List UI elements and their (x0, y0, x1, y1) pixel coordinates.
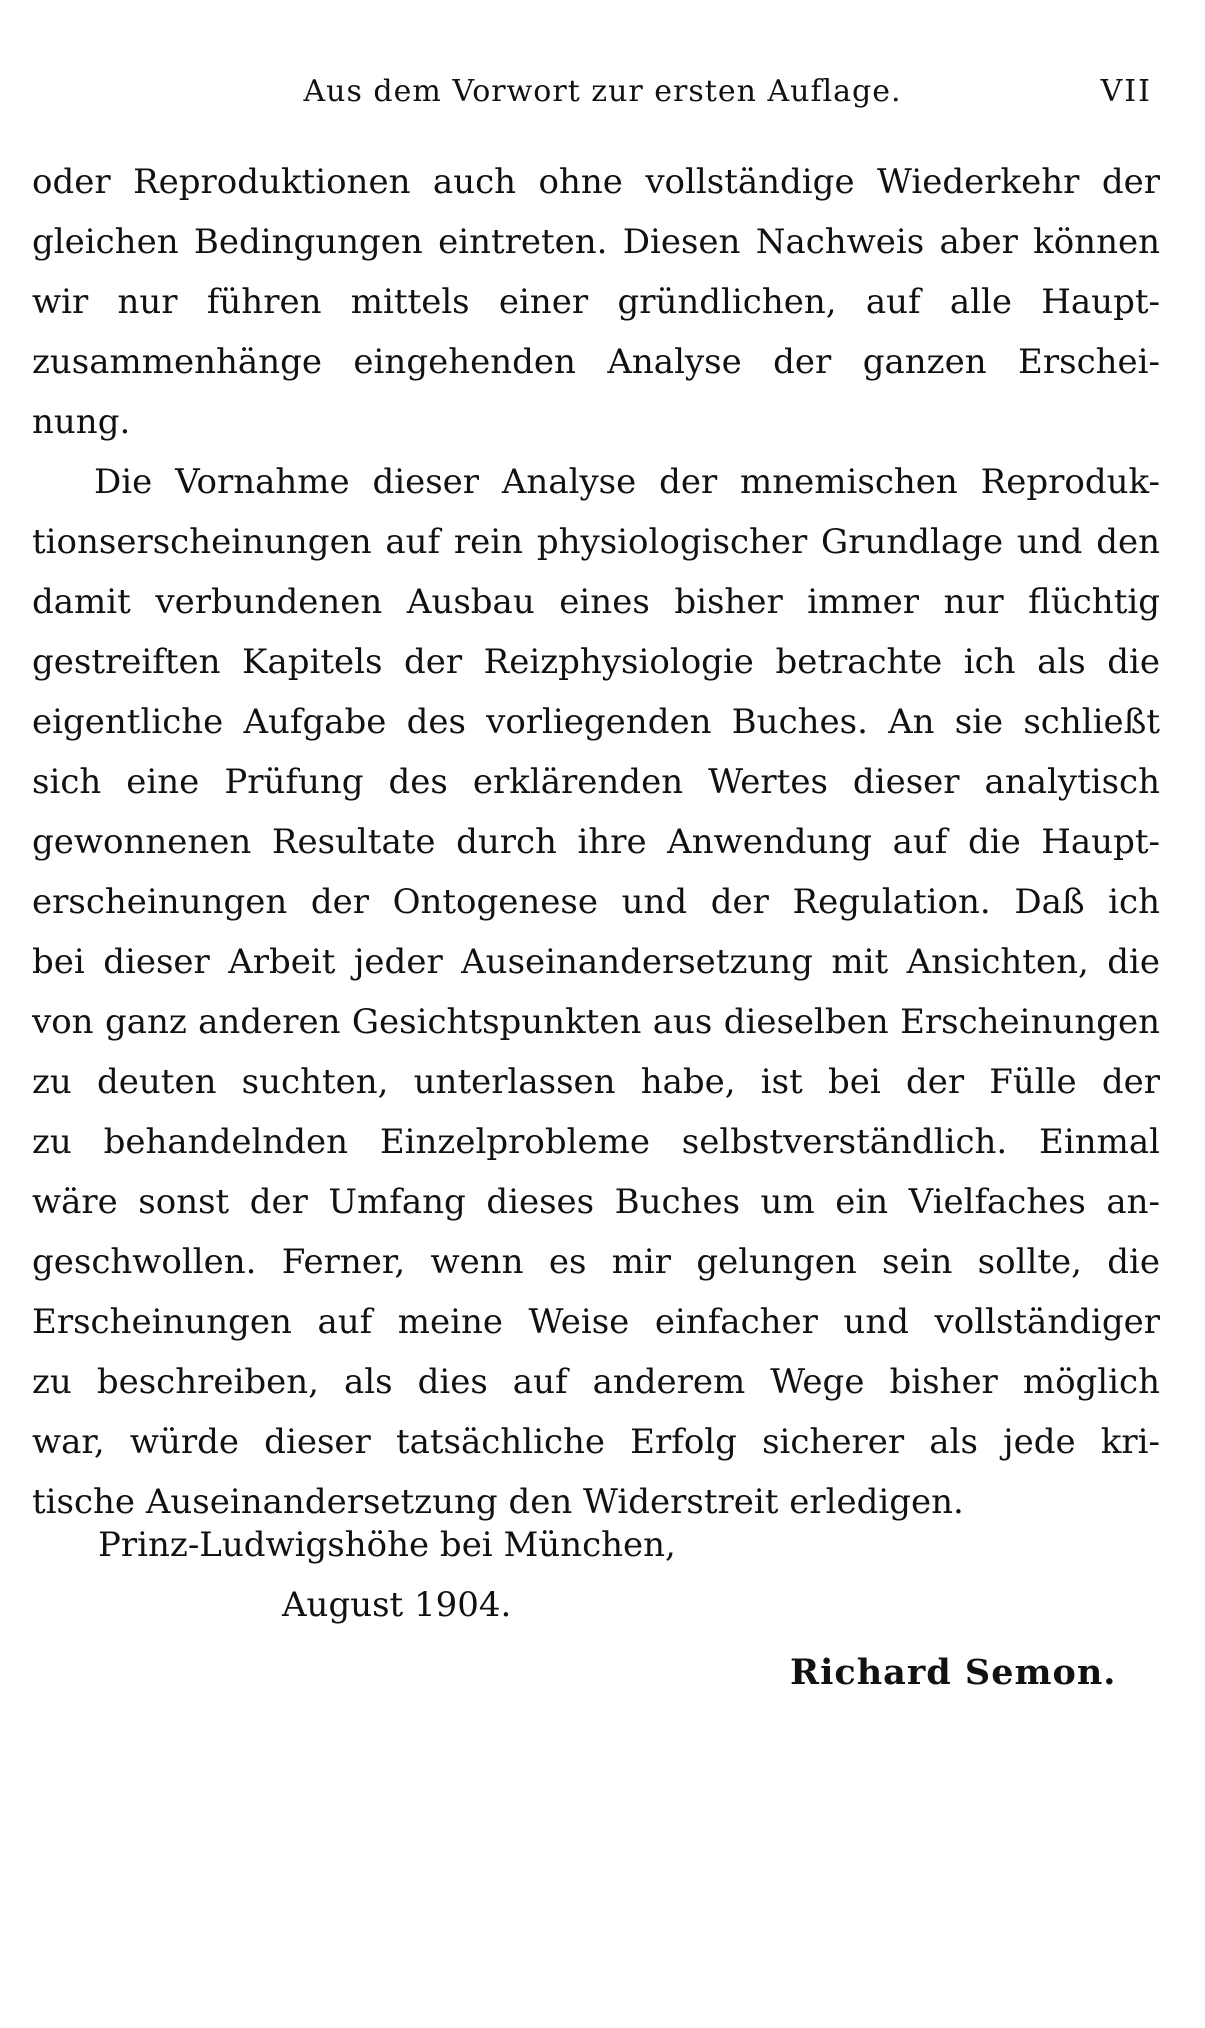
running-title: Aus dem Vorwort zur ersten Auflage. (303, 74, 902, 109)
running-head (0, 74, 1205, 118)
text-line: Erscheinungen auf meine Weise einfacher und vollständiger (32, 1302, 1160, 1342)
text-line: war, würde dieser tatsächliche Erfolg sicherer als jede kri- (32, 1422, 1160, 1462)
text-line: tische Auseinandersetzung den Widerstreit erledigen. (32, 1482, 964, 1522)
text-line: bei dieser Arbeit jeder Auseinandersetzung mit Ansichten, die (32, 942, 1160, 982)
text-line: zu beschreiben, als dies auf anderem Wege bisher möglich (32, 1362, 1160, 1402)
place-line: Prinz-Ludwigshöhe bei München, (98, 1525, 676, 1565)
text-line: wäre sonst der Umfang dieses Buches um ein Vielfaches an- (32, 1182, 1160, 1222)
text-line: gewonnenen Resultate durch ihre Anwendung auf die Haupt- (32, 822, 1160, 862)
text-line: zu behandelnden Einzelprobleme selbstverständlich. Einmal (32, 1122, 1160, 1162)
text-line: oder Reproduktionen auch ohne vollständige Wiederkehr der (32, 162, 1160, 202)
page-number: VII (1100, 74, 1152, 109)
author-signature: Richard Semon. (790, 1652, 1117, 1693)
text-line: eigentliche Aufgabe des vorliegenden Buches. An sie schließt (32, 702, 1160, 742)
text-line: erscheinungen der Ontogenese und der Regulation. Daß ich (32, 882, 1160, 922)
text-line: zusammenhänge eingehenden Analyse der ganzen Erschei- (32, 342, 1160, 382)
text-line: tionserscheinungen auf rein physiologischer Grundlage und den (32, 522, 1160, 562)
text-line: gleichen Bedingungen eintreten. Diesen Nachweis aber können (32, 222, 1160, 262)
text-line: damit verbundenen Ausbau eines bisher immer nur flüchtig (32, 582, 1160, 622)
date-line: August 1904. (282, 1585, 512, 1625)
text-line: von ganz anderen Gesichtspunkten aus dieselben Erscheinungen (32, 1002, 1160, 1042)
preface-text (32, 152, 1160, 1532)
paragraph-start-line: Die Vornahme dieser Analyse der mnemischen Reproduk- (94, 462, 1160, 502)
text-line: sich eine Prüfung des erklärenden Wertes dieser analytisch (32, 762, 1160, 802)
text-line: nung. (32, 402, 131, 442)
text-line: geschwollen. Ferner, wenn es mir gelungen sein sollte, die (32, 1242, 1160, 1282)
text-line: zu deuten suchten, unterlassen habe, ist bei der Fülle der (32, 1062, 1160, 1102)
text-line: gestreiften Kapitels der Reizphysiologie betrachte ich als die (32, 642, 1160, 682)
text-line: wir nur führen mittels einer gründlichen, auf alle Haupt- (32, 282, 1160, 322)
